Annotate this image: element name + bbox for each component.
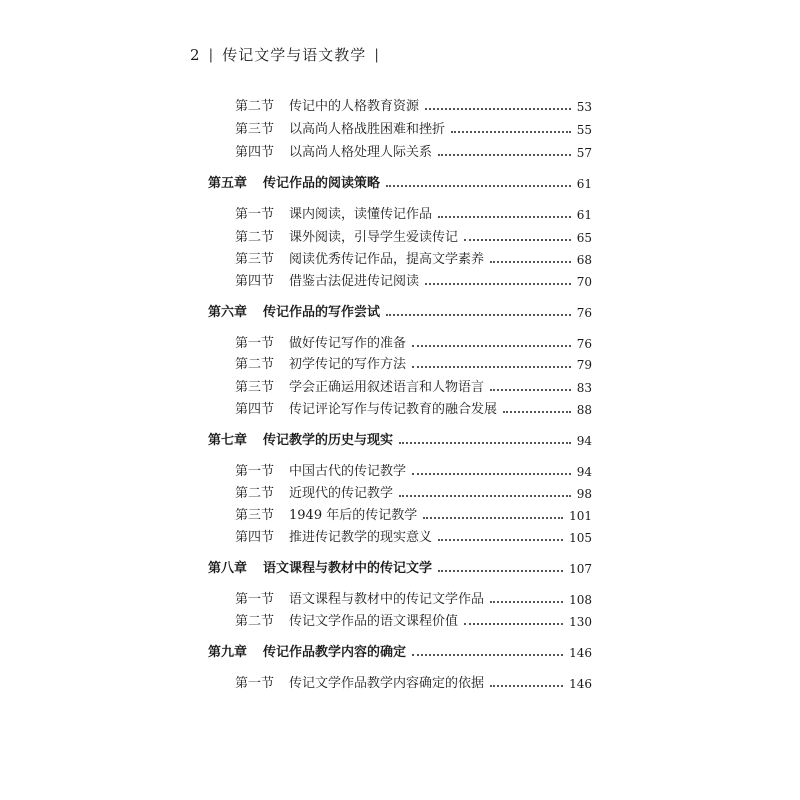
dot-leader [451, 131, 571, 133]
dot-leader [490, 601, 563, 603]
section-number: 第四节 [235, 145, 275, 160]
dot-leader [438, 539, 563, 541]
section-number: 第一节 [235, 676, 275, 691]
toc-entry-section[interactable] [235, 331, 592, 351]
page-ref: 65 [576, 231, 592, 245]
section-number: 第一节 [235, 592, 275, 607]
dot-leader [423, 517, 563, 519]
section-number: 第二节 [235, 614, 275, 629]
chapter-number: 第七章 [208, 433, 248, 448]
section-number: 第三节 [235, 508, 275, 523]
dot-leader [490, 389, 571, 391]
section-title: 近现代的传记教学 [289, 486, 394, 501]
toc-entry-section[interactable] [235, 375, 592, 395]
toc-entry-chapter[interactable] [208, 300, 592, 320]
chapter-title: 传记作品教学内容的确定 [263, 645, 407, 660]
dot-leader [438, 570, 563, 572]
page-ref: 53 [576, 100, 592, 114]
page-ref: 94 [576, 465, 592, 479]
toc-entry-chapter[interactable] [208, 556, 592, 576]
toc-entry-section[interactable] [235, 94, 592, 114]
chapter-title: 传记作品的写作尝试 [263, 305, 381, 320]
dot-leader [464, 623, 563, 625]
section-title: 传记中的人格教育资源 [289, 99, 420, 114]
section-number: 第三节 [235, 380, 275, 395]
chapter-number: 第六章 [208, 305, 248, 320]
page-ref: 107 [569, 562, 592, 576]
page-ref: 101 [569, 509, 592, 523]
chapter-title: 语文课程与教材中的传记文学 [263, 561, 433, 576]
header-separator-right: | [374, 46, 380, 63]
section-title: 中国古代的传记教学 [289, 464, 407, 479]
section-title: 做好传记写作的准备 [289, 336, 407, 351]
section-number: 第二节 [235, 486, 275, 501]
page-ref: 88 [576, 403, 592, 417]
page-ref: 108 [569, 593, 592, 607]
dot-leader [438, 216, 571, 218]
toc-entry-section[interactable] [235, 503, 592, 523]
toc-entry-section[interactable] [235, 671, 592, 691]
section-title: 课外阅读，引导学生爱读传记 [289, 230, 459, 245]
chapter-title: 传记教学的历史与现实 [263, 433, 394, 448]
dot-leader [386, 185, 571, 187]
page-ref: 146 [569, 646, 592, 660]
dot-leader [425, 108, 571, 110]
toc-entry-section[interactable] [235, 225, 592, 245]
toc-entry-section[interactable] [235, 140, 592, 160]
section-number: 第一节 [235, 207, 275, 222]
section-title: 借鉴古法促进传记阅读 [289, 274, 420, 289]
page-ref: 98 [576, 487, 592, 501]
toc-entry-section[interactable] [235, 202, 592, 222]
chapter-number: 第八章 [208, 561, 248, 576]
dot-leader [399, 495, 571, 497]
dot-leader [412, 345, 571, 347]
section-number: 第二节 [235, 230, 275, 245]
page-ref: 55 [576, 123, 592, 137]
chapter-number: 第九章 [208, 645, 248, 660]
dot-leader [425, 283, 571, 285]
page-ref: 79 [576, 358, 592, 372]
dot-leader [464, 239, 571, 241]
book-title: 传记文学与语文教学 [222, 46, 367, 64]
section-number: 第二节 [235, 99, 275, 114]
page-ref: 61 [576, 177, 592, 191]
page-ref: 76 [576, 337, 592, 351]
toc-entry-chapter[interactable] [208, 428, 592, 448]
toc-entry-section[interactable] [235, 609, 592, 629]
toc-entry-section[interactable] [235, 459, 592, 479]
section-title: 推进传记教学的现实意义 [289, 530, 433, 545]
dot-leader [503, 411, 571, 413]
dot-leader [399, 442, 571, 444]
section-number: 第四节 [235, 530, 275, 545]
toc-entry-section[interactable] [235, 269, 592, 289]
section-title: 学会正确运用叙述语言和人物语言 [289, 380, 485, 395]
page-ref: 57 [576, 146, 592, 160]
section-number: 第四节 [235, 274, 275, 289]
page-ref: 146 [569, 677, 592, 691]
dot-leader [438, 154, 571, 156]
toc-entry-chapter[interactable] [208, 640, 592, 660]
section-title: 课内阅读，读懂传记作品 [289, 207, 433, 222]
page-ref: 83 [576, 381, 592, 395]
page-ref: 76 [576, 306, 592, 320]
page-ref: 68 [576, 253, 592, 267]
dot-leader [490, 685, 563, 687]
page-ref: 130 [569, 615, 592, 629]
header-separator-left: | [208, 46, 215, 63]
section-number: 第一节 [235, 464, 275, 479]
toc-entry-section[interactable] [235, 587, 592, 607]
page-ref: 61 [576, 208, 592, 222]
dot-leader [412, 654, 563, 656]
section-number: 第四节 [235, 402, 275, 417]
toc-entry-chapter[interactable] [208, 171, 592, 191]
dot-leader [412, 473, 571, 475]
toc-entry-section[interactable] [235, 397, 592, 417]
toc-entry-section[interactable] [235, 247, 592, 267]
page-ref: 105 [569, 531, 592, 545]
section-title: 初学传记的写作方法 [289, 357, 407, 372]
section-number: 第三节 [235, 122, 275, 137]
dot-leader [412, 366, 571, 368]
chapter-title: 传记作品的阅读策略 [263, 176, 381, 191]
page-ref: 70 [576, 275, 592, 289]
toc-entry-section[interactable] [235, 117, 592, 137]
section-title: 阅读优秀传记作品，提高文学素养 [289, 252, 485, 267]
section-number: 第一节 [235, 336, 275, 351]
section-number: 第二节 [235, 357, 275, 372]
toc-entry-section[interactable] [235, 525, 592, 545]
page-number: 2 [190, 45, 201, 64]
page-ref: 94 [576, 434, 592, 448]
section-title: 传记文学作品教学内容确定的依据 [289, 676, 485, 691]
toc-entry-section[interactable] [235, 481, 592, 501]
section-title: 传记文学作品的语文课程价值 [289, 614, 459, 629]
toc-entry-section[interactable] [235, 352, 592, 372]
section-title: 以高尚人格战胜困难和挫折 [289, 122, 446, 137]
chapter-number: 第五章 [208, 176, 248, 191]
dot-leader [386, 314, 571, 316]
section-title: 以高尚人格处理人际关系 [289, 145, 433, 160]
section-number: 第三节 [235, 252, 275, 267]
section-title: 传记评论写作与传记教育的融合发展 [289, 402, 498, 417]
section-title: 1949 年后的传记教学 [289, 508, 418, 523]
dot-leader [490, 261, 571, 263]
section-title: 语文课程与教材中的传记文学作品 [289, 592, 485, 607]
